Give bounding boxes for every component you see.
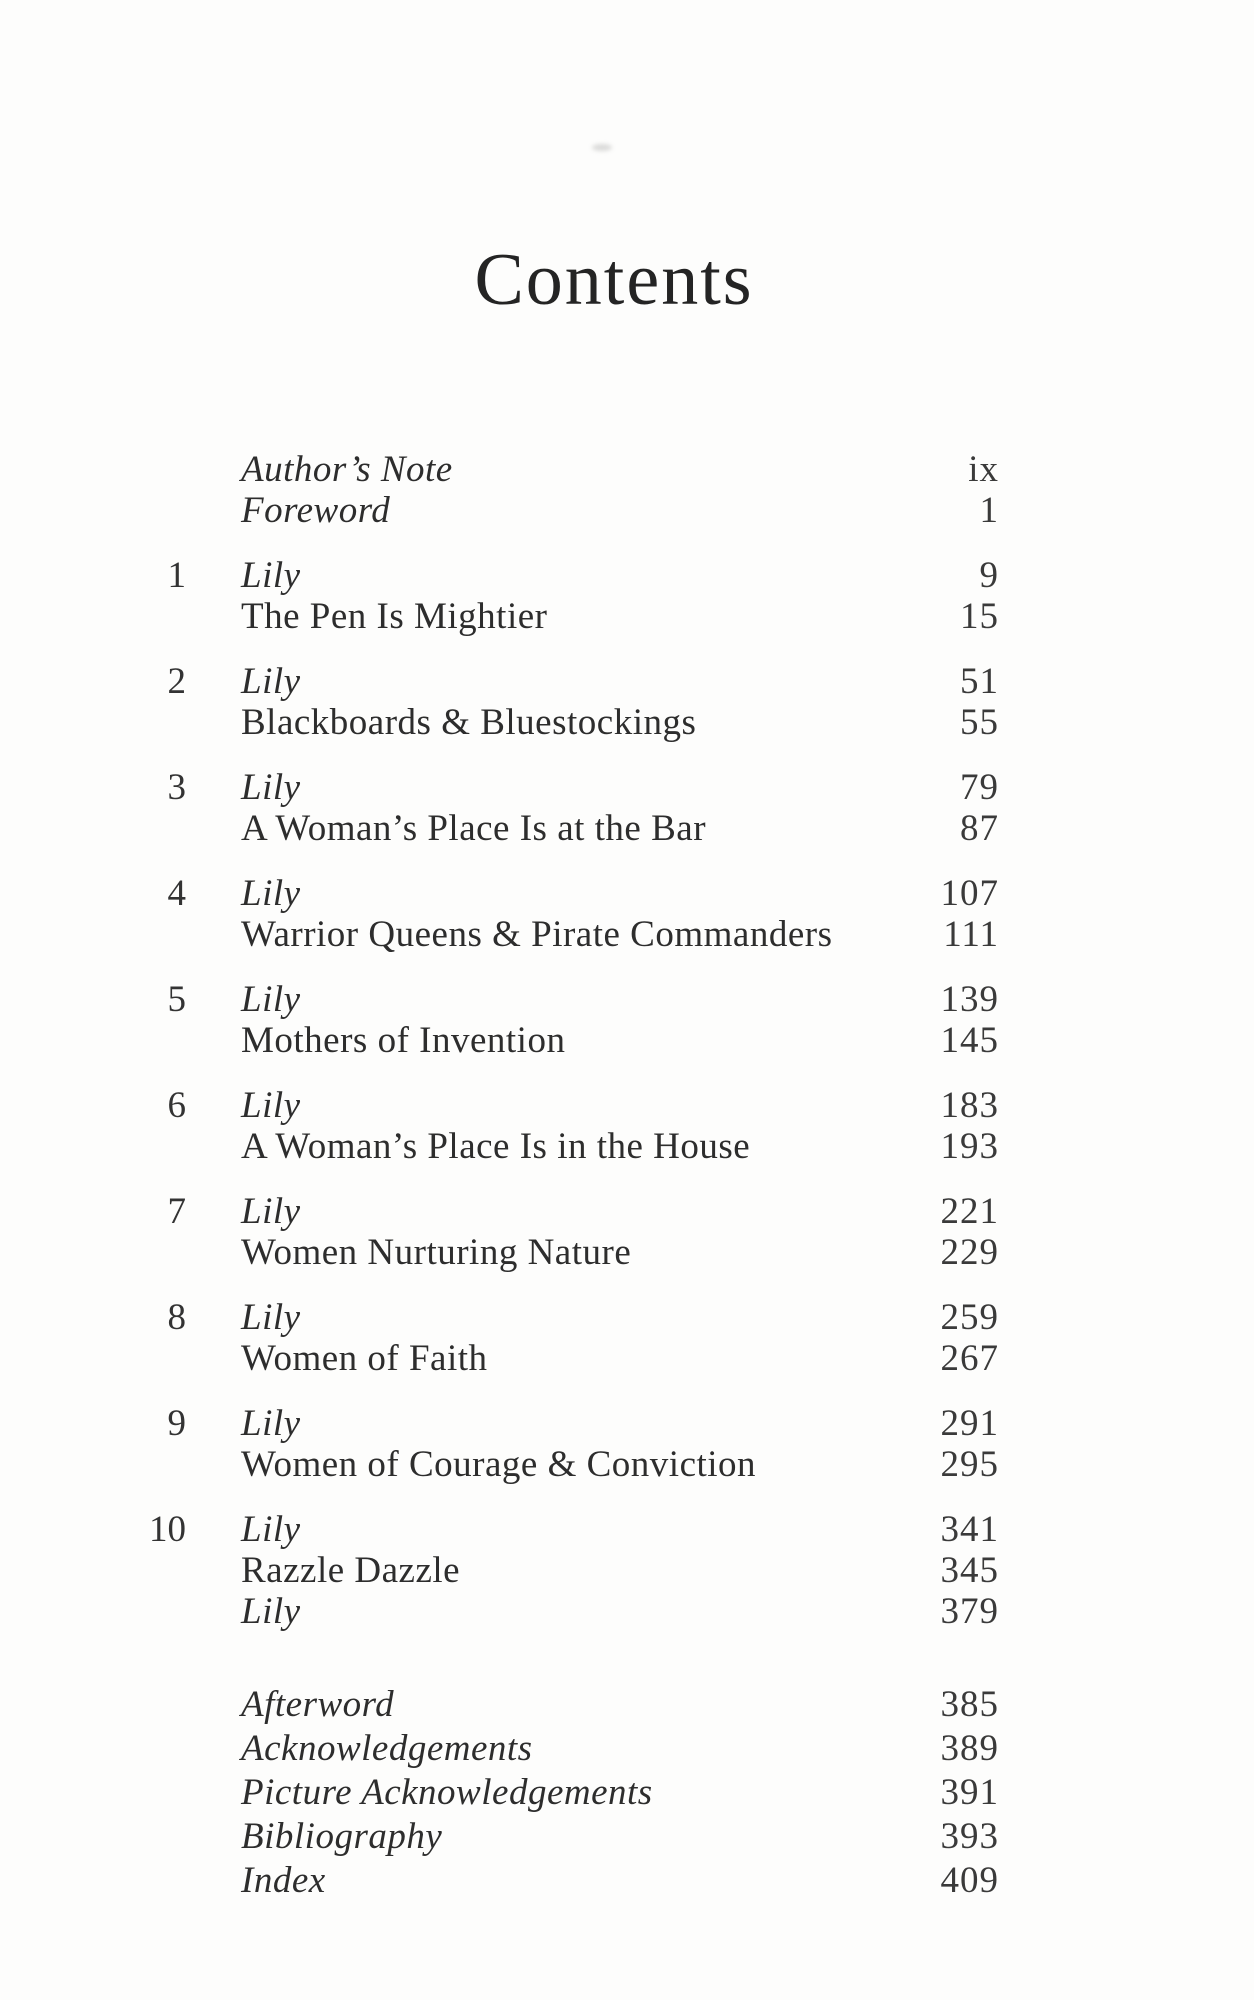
entry-title: Lily [241, 1191, 301, 1232]
entry-title: Acknowledgements [241, 1728, 533, 1769]
toc-row [0, 1727, 999, 1771]
chapter-number [0, 1771, 186, 1815]
page-title: Contents [474, 239, 754, 321]
page-number: 391 [940, 1772, 999, 1813]
page-number: 379 [940, 1591, 999, 1632]
entry-title: Lily [241, 767, 301, 808]
chapter-number: 3 [167, 767, 186, 808]
chapter-number [0, 702, 186, 743]
chapter-number [0, 1020, 186, 1061]
chapter-number [0, 490, 186, 531]
chapter-group [0, 1085, 999, 1167]
page-number: 1 [979, 490, 999, 531]
entry-title: Afterword [241, 1684, 395, 1725]
chapter-number: 7 [167, 1191, 186, 1232]
toc-row [0, 1403, 999, 1444]
page-number: 345 [940, 1550, 999, 1591]
toc-row [0, 873, 999, 914]
chapter-group [0, 661, 999, 743]
chapter-number: 9 [167, 1403, 186, 1444]
entry-title: Women Nurturing Nature [241, 1232, 632, 1273]
chapter-number [0, 1550, 186, 1591]
page-number: 145 [940, 1020, 999, 1061]
page-number: 385 [940, 1684, 999, 1725]
entry-title: Lily [241, 979, 301, 1020]
entry-title: Picture Acknowledgements [241, 1772, 653, 1813]
chapter-group [0, 767, 999, 849]
toc-row [0, 1859, 999, 1903]
chapter-group [0, 1297, 999, 1379]
chapter-number: 2 [167, 661, 186, 702]
chapter-number: 6 [167, 1085, 186, 1126]
toc-row [0, 914, 999, 955]
page-number: 389 [940, 1728, 999, 1769]
chapter-number [0, 1859, 186, 1903]
toc-row [0, 702, 999, 743]
page-number: 393 [940, 1816, 999, 1857]
entry-title: Razzle Dazzle [241, 1550, 461, 1591]
chapter-group [0, 1509, 999, 1632]
chapter-number: 8 [167, 1297, 186, 1338]
chapter-number [0, 1126, 186, 1167]
toc-row [0, 1191, 999, 1232]
entry-title: Lily [241, 661, 301, 702]
entry-title: Lily [241, 1403, 301, 1444]
entry-title: Lily [241, 1509, 301, 1550]
page-number: 183 [940, 1085, 999, 1126]
toc-row [0, 1815, 999, 1859]
toc-row [0, 1126, 999, 1167]
chapter-number [0, 1232, 186, 1273]
entry-title: Author’s Note [241, 449, 453, 490]
entry-title: Lily [241, 1297, 301, 1338]
page-number: 79 [960, 767, 999, 808]
page-number: 51 [960, 661, 999, 702]
toc-row [0, 1683, 999, 1727]
page-number: 267 [940, 1338, 999, 1379]
toc-row [0, 1771, 999, 1815]
page-number: 409 [940, 1860, 999, 1901]
chapter-number [0, 596, 186, 637]
chapter-number [0, 1683, 186, 1727]
page-number: 139 [940, 979, 999, 1020]
toc-row [0, 767, 999, 808]
toc-row [0, 1591, 999, 1632]
entry-title: Lily [241, 873, 301, 914]
chapter-number [0, 808, 186, 849]
page-number: 193 [940, 1126, 999, 1167]
entry-title: Lily [241, 555, 301, 596]
toc-row [0, 555, 999, 596]
page-number: 221 [940, 1191, 999, 1232]
toc-row [0, 979, 999, 1020]
page-number: 291 [940, 1403, 999, 1444]
page-number: ix [968, 449, 999, 490]
chapter-number [0, 914, 186, 955]
toc-row [0, 1338, 999, 1379]
toc-row [0, 1444, 999, 1485]
entry-title: Lily [241, 1085, 301, 1126]
entry-title: The Pen Is Mightier [241, 596, 548, 637]
entry-title: Blackboards & Bluestockings [241, 702, 697, 743]
entry-title: Women of Faith [241, 1338, 488, 1379]
chapter-group [0, 555, 999, 637]
page-number: 111 [943, 914, 999, 955]
toc-row [0, 449, 999, 490]
entry-title: Index [241, 1860, 326, 1901]
toc-row [0, 490, 999, 531]
chapter-number: 10 [149, 1509, 186, 1550]
table-of-contents [0, 449, 999, 1903]
page-number: 15 [960, 596, 999, 637]
chapter-number [0, 1338, 186, 1379]
chapter-group [0, 979, 999, 1061]
chapter-group [0, 1403, 999, 1485]
entry-title: Bibliography [241, 1816, 443, 1857]
entry-title: Warrior Queens & Pirate Commanders [241, 914, 833, 955]
page-number: 55 [960, 702, 999, 743]
chapter-group [0, 1191, 999, 1273]
page-number: 229 [940, 1232, 999, 1273]
entry-title: Women of Courage & Conviction [241, 1444, 757, 1485]
chapter-number [0, 1591, 186, 1632]
entry-title: A Woman’s Place Is in the House [241, 1126, 751, 1167]
entry-title: A Woman’s Place Is at the Bar [241, 808, 707, 849]
page-number: 87 [960, 808, 999, 849]
chapter-number: 5 [167, 979, 186, 1020]
entry-title: Lily [241, 1591, 301, 1632]
toc-row [0, 1550, 999, 1591]
front-matter [0, 449, 999, 531]
back-matter [0, 1683, 999, 1903]
toc-row [0, 808, 999, 849]
chapter-number [0, 449, 186, 490]
page-number: 259 [940, 1297, 999, 1338]
chapter-group [0, 873, 999, 955]
entry-title: Foreword [241, 490, 391, 531]
page-number: 9 [979, 555, 999, 596]
smudge-mark [592, 144, 612, 151]
toc-row [0, 1232, 999, 1273]
page-number: 341 [940, 1509, 999, 1550]
toc-row [0, 661, 999, 702]
chapter-number [0, 1727, 186, 1771]
chapter-number: 4 [167, 873, 186, 914]
entry-title: Mothers of Invention [241, 1020, 566, 1061]
chapter-number [0, 1444, 186, 1485]
page-number: 107 [940, 873, 999, 914]
toc-row [0, 1085, 999, 1126]
toc-row [0, 596, 999, 637]
chapter-number: 1 [167, 555, 186, 596]
toc-row [0, 1297, 999, 1338]
toc-row [0, 1509, 999, 1550]
chapter-number [0, 1815, 186, 1859]
page-number: 295 [940, 1444, 999, 1485]
toc-row [0, 1020, 999, 1061]
